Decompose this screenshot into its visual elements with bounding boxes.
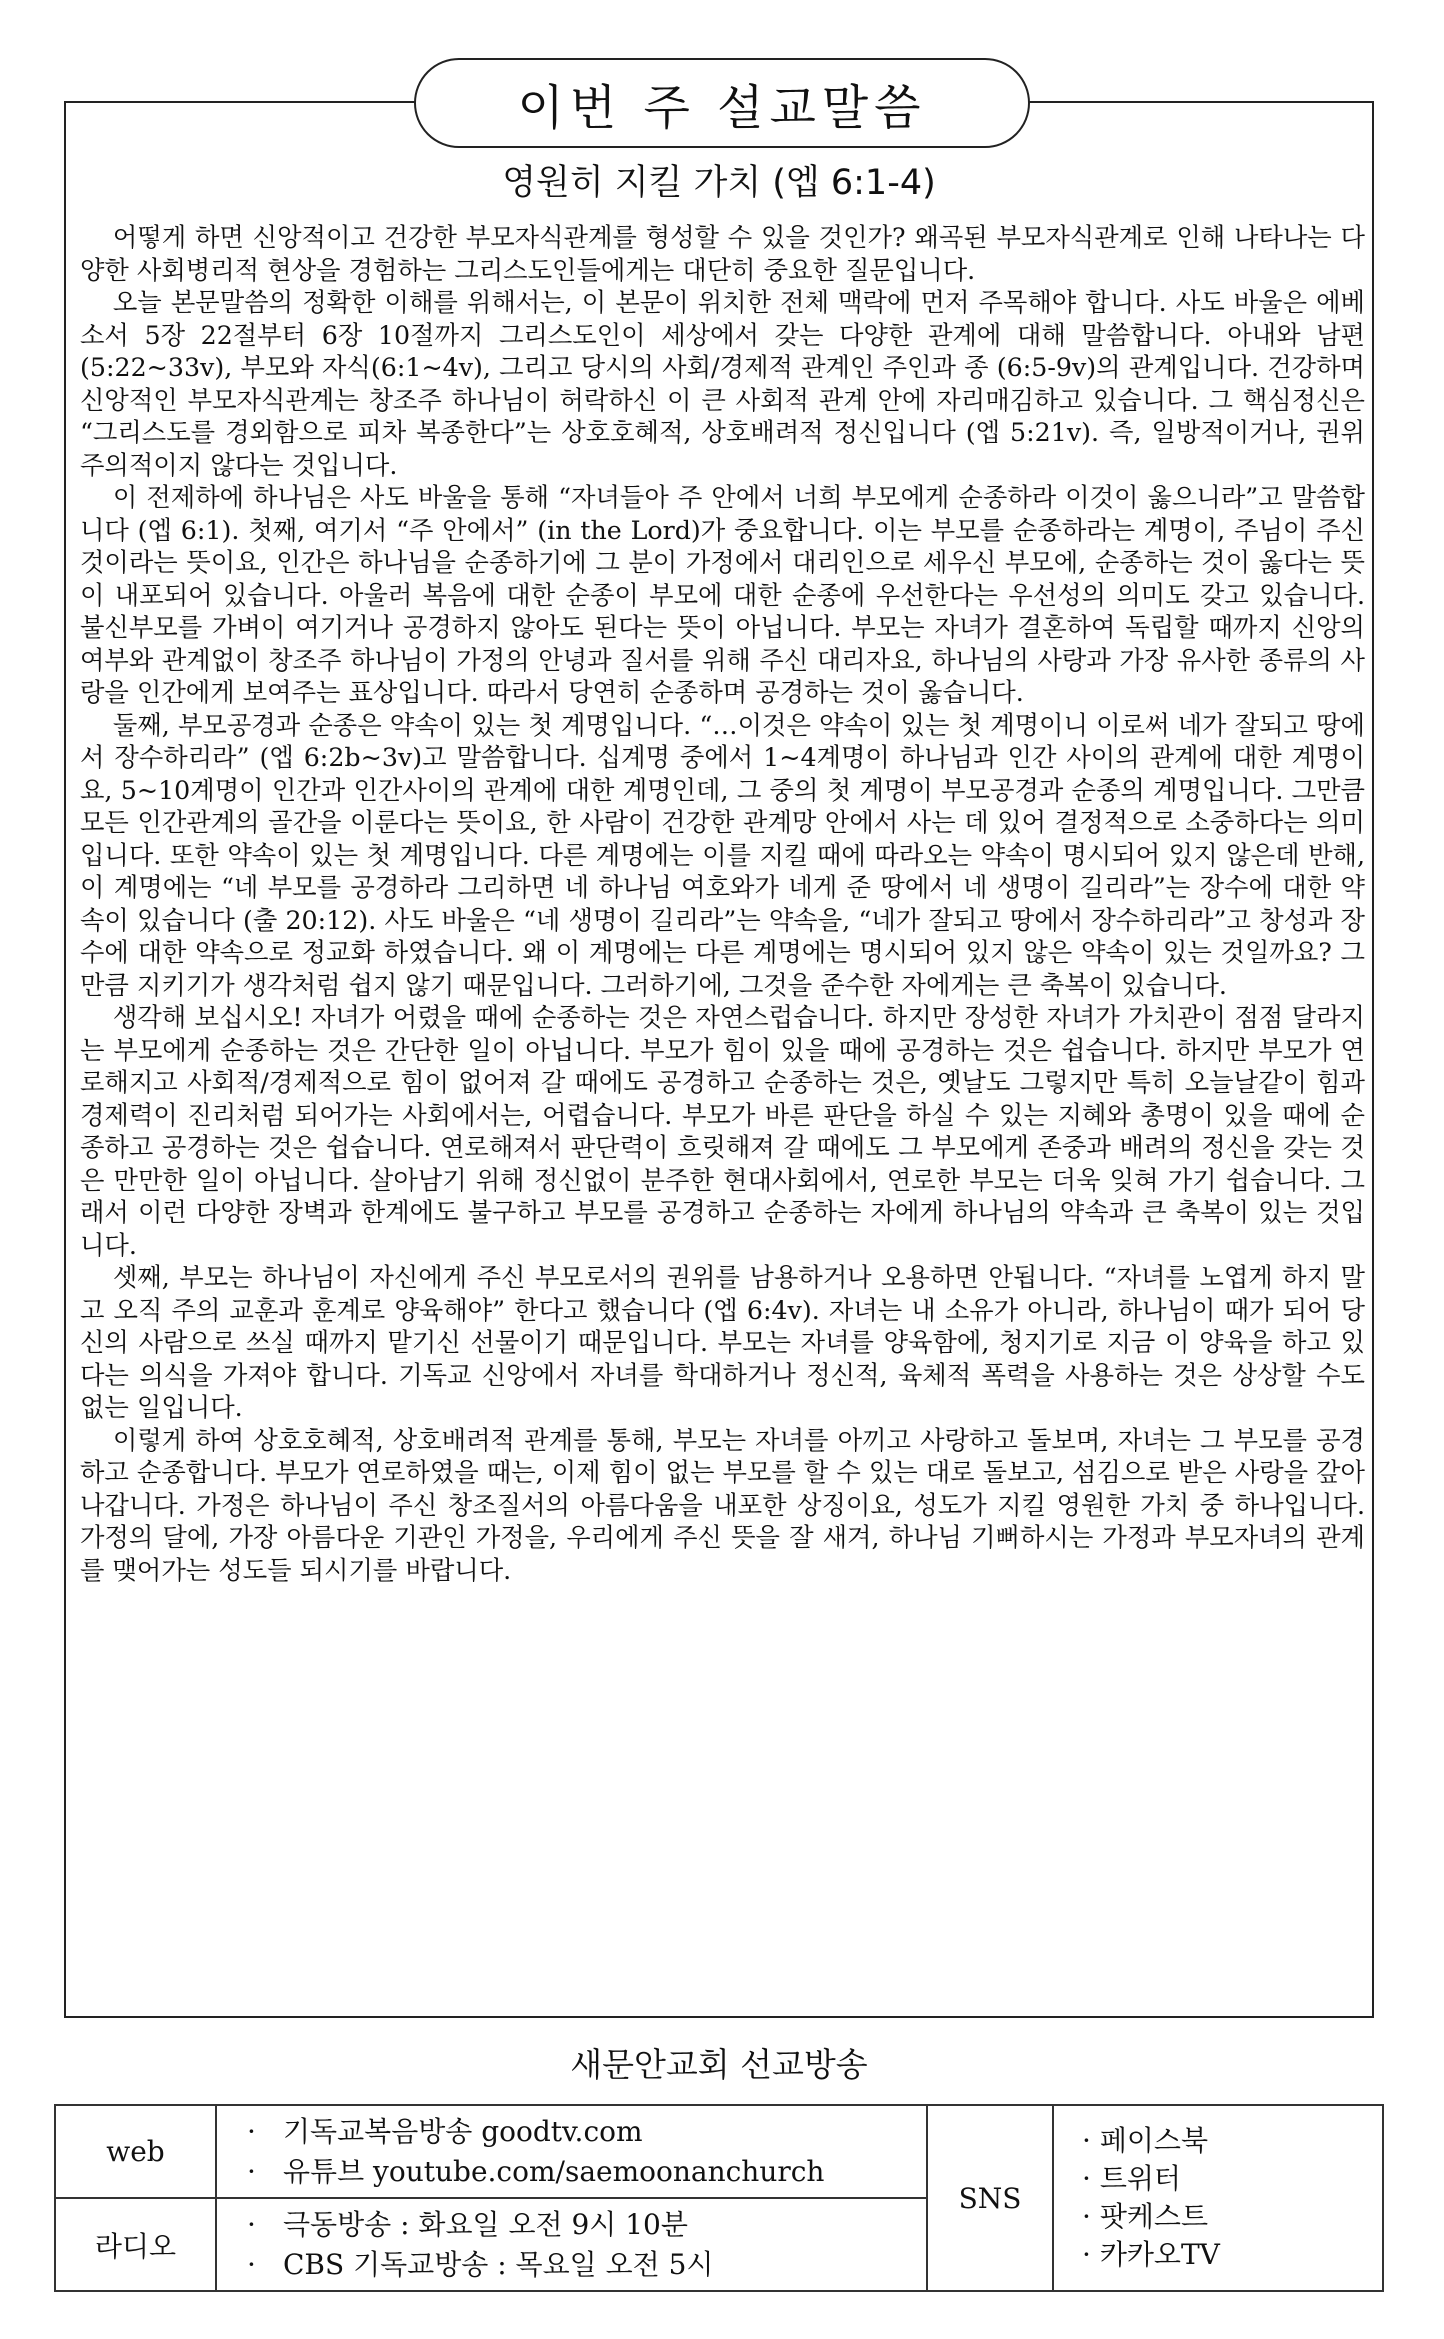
sermon-paragraph: 이렇게 하여 상호호혜적, 상호배려적 관계를 통해, 부모는 자녀를 아끼고 사랑하고 돌보며, 자녀는 그 부모를 공경하고 순종합니다. 부모가 연로하였을 때는, 이제 힘이 없는 부모를 할 수 있는 대로 돌보고, 섬김으로 받은 사랑을 갚아 나갑니다. 가정은 하나님이 주신 창조질서의 아름다움을 내포한 상징이요, 성도가 지킬 영원한 가치 중 하나입니다. 가정의 달에, 가장 아름다운 기관인 가정을, 우리에게 주신 뜻을 잘 새겨, 하나님 기뻐하시는 가정과 부모자녀의 관계를 맺어가는 성도들 되시기를 바랍니다. <box>80 1425 1365 1585</box>
sermon-paragraph: 이 전제하에 하나님은 사도 바울을 통해 “자녀들아 주 안에서 너희 부모에게 순종하라 이것이 옳으니라”고 말씀합니다 (엡 6:1). 첫째, 여기서 “주 안에서” (in the Lord)가 중요합니다. 이는 부모를 순종하라는 계명이, 주님이 주신 것이라는 뜻이요, 인간은 하나님을 순종하기에 그 분이 가정에서 대리인으로 세우신 부모에, 순종하는 것이 옳다는 뜻이 내포되어 있습니다. 아울러 복음에 대한 순종이 부모에 대한 순종에 우선한다는 우선성의 의미도 갖고 있습니다. 불신부모를 가벼이 여기거나 공경하지 않아도 된다는 뜻이 아닙니다. 부모는 자녀가 결혼하여 독립할 때까지 신앙의 여부와 관계없이 창조주 하나님이 가정의 안녕과 질서를 위해 주신 대리자요, 하나님의 사랑과 가장 유사한 종류의 사랑을 인간에게 보여주는 표상입니다. 따라서 당연히 순종하며 공경하는 것이 옳습니다. <box>80 483 1365 707</box>
sermon-paragraph: 셋째, 부모는 하나님이 자신에게 주신 부모로서의 권위를 남용하거나 오용하면 안됩니다. “자녀를 노엽게 하지 말고 오직 주의 교훈과 훈계로 양육해야” 한다고 했습니다 (엡 6:4v). 자녀는 내 소유가 아니라, 하나님이 때가 되어 당신의 사람으로 쓰실 때까지 맡기신 선물이기 때문입니다. 부모는 자녀를 양육함에, 청지기로 지금 이 양육을 하고 있다는 의식을 가져야 합니다. 기독교 신앙에서 자녀를 학대하거나 정신적, 육체적 폭력을 사용하는 것은 상상할 수도 없는 일입니다. <box>80 1263 1365 1422</box>
web-channel-item[interactable]: · 유튜브 youtube.com/saemoonanchurch <box>247 2152 926 2192</box>
radio-channels <box>216 2198 927 2291</box>
bullet-icon: · <box>1082 2162 1091 2195</box>
web-channels <box>216 2105 927 2198</box>
sermon-paragraph: 어떻게 하면 신앙적이고 건강한 부모자식관계를 형성할 수 있을 것인가? 왜곡된 부모자식관계로 인해 나타나는 다양한 사회병리적 현상을 경험하는 그리스도인들에게는 대단히 중요한 질문입니다. <box>80 223 1365 285</box>
bullet-icon: · <box>247 2207 256 2241</box>
bullet-icon: · <box>1082 2238 1091 2271</box>
bullet-icon: · <box>1082 2200 1091 2233</box>
sns-item-twitter[interactable]: · 트위터 <box>1082 2162 1181 2195</box>
sermon-paragraph: 오늘 본문말씀의 정확한 이해를 위해서는, 이 본문이 위치한 전체 맥락에 먼저 주목해야 합니다. 사도 바울은 에베소서 5장 22절부터 6장 10절까지 그리스도인이 세상에서 갖는 다양한 관계에 대해 말씀합니다. 아내와 남편 (5:22~33v), 부모와 자식(6:1~4v), 그리고 당시의 사회/경제적 관계인 주인과 종 (6:5-9v)의 관계입니다. 건강하며 신앙적인 부모자식관계는 창조주 하나님이 허락하신 이 큰 사회적 관계 안에 자리매김하고 있습니다. 그 핵심정신은 “그리스도를 경외함으로 피차 복종한다”는 상호호혜적, 상호배려적 정신입니다 (엡 5:21v). 즉, 일방적이거나, 권위주의적이지 않다는 것입니다. <box>80 288 1365 480</box>
broadcast-table <box>54 2104 1384 2292</box>
bullet-icon: · <box>247 2247 256 2281</box>
radio-channel-item: · CBS 기독교방송 : 목요일 오전 5시 <box>247 2245 926 2285</box>
bullet-icon: · <box>1082 2124 1091 2157</box>
web-label: web <box>55 2105 216 2198</box>
sns-label: SNS <box>927 2105 1053 2291</box>
bullet-icon: · <box>247 2114 256 2148</box>
sermon-paragraph: 생각해 보십시오! 자녀가 어렸을 때에 순종하는 것은 자연스럽습니다. 하지만 장성한 자녀가 가치관이 점점 달라지는 부모에게 순종하는 것은 간단한 일이 아닙니다. 부모가 힘이 있을 때에 공경하는 것은 쉽습니다. 하지만 부모가 연로해지고 사회적/경제적으로 힘이 없어져 갈 때에도 공경하고 순종하는 것은, 옛날도 그렇지만 특히 오늘날같이 힘과 경제력이 진리처럼 되어가는 사회에서는, 어렵습니다. 부모가 바른 판단을 하실 수 있는 지혜와 총명이 있을 때에 순종하고 공경하는 것은 쉽습니다. 연로해져서 판단력이 흐릿해져 갈 때에도 그 부모에게 존중과 배려의 정신을 갖는 것은 만만한 일이 아닙니다. 살아남기 위해 정신없이 분주한 현대사회에서, 연로한 부모는 더욱 잊혀 가기 쉽습니다. 그래서 이런 다양한 장벽과 한계에도 불구하고 부모를 공경하고 순종하는 자에게 하나님의 약속과 큰 축복이 있는 것입니다. <box>80 1003 1365 1260</box>
sns-item-kakaotv[interactable]: · 카카오TV <box>1082 2238 1220 2271</box>
sns-list <box>1053 2105 1383 2291</box>
bullet-icon: · <box>247 2154 256 2188</box>
broadcast-row-web <box>55 2105 1383 2198</box>
sermon-title: 영원히 지킬 가치 (엡 6:1-4) <box>502 163 936 203</box>
radio-label: 라디오 <box>55 2198 216 2291</box>
sermon-paragraph: 둘째, 부모공경과 순종은 약속이 있는 첫 계명입니다. “…이것은 약속이 있는 첫 계명이니 이로써 네가 잘되고 땅에서 장수하리라” (엡 6:2b~3v)고 말씀합니다. 십계명 중에서 1~4계명이 하나님과 인간 사이의 관계에 대한 계명이요, 5~10계명이 인간과 인간사이의 관계에 대한 계명인데, 그 중의 첫 계명이 부모공경과 순종의 계명입니다. 그만큼 모든 인간관계의 골간을 이룬다는 뜻이요, 한 사람이 건강한 관계망 안에서 사는 데 있어 결정적으로 소중하다는 의미입니다. 또한 약속이 있는 첫 계명입니다. 다른 계명에는 이를 지킬 때에 따라오는 약속이 명시되어 있지 않은데 반해, 이 계명에는 “네 부모를 공경하라 그리하면 네 하나님 여호와가 네게 준 땅에서 네 생명이 길리라”는 장수에 대한 약속이 있습니다 (출 20:12). 사도 바울은 “네 생명이 길리라”는 약속을, “네가 잘되고 땅에서 장수하리라”고 창성과 장수에 대한 약속으로 정교화 하였습니다. 왜 이 계명에는 다른 계명에는 명시되어 있지 않은 약속이 있는 것일까요? 그만큼 지키기가 생각처럼 쉽지 않기 때문입니다. 그러하기에, 그것을 준수한 자에게는 큰 축복이 있습니다. <box>80 710 1366 1000</box>
web-channel-item[interactable]: · 기독교복음방송 goodtv.com <box>247 2112 926 2152</box>
sermon-body <box>80 222 1365 1587</box>
radio-channel-item: · 극동방송 : 화요일 오전 9시 10분 <box>247 2205 926 2245</box>
sns-item-facebook[interactable]: · 페이스북 <box>1082 2124 1209 2157</box>
broadcast-title: 새문안교회 선교방송 <box>570 2045 868 2084</box>
section-title: 이번 주 설교말씀 <box>414 58 1030 148</box>
sns-item-podcast[interactable]: · 팟케스트 <box>1082 2200 1209 2233</box>
